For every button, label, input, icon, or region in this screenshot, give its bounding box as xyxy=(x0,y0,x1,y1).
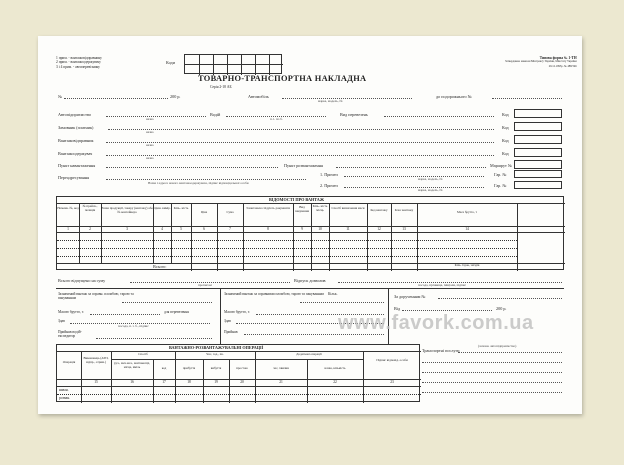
ops-num: 19 xyxy=(214,380,218,384)
readdress-line[interactable] xyxy=(106,179,306,180)
gar1-label: Гар. № xyxy=(494,172,507,177)
proxy-year-label: 200 р. xyxy=(496,306,507,311)
ops-col-executor: Виконавець (АТП, відпр., отрим.) xyxy=(83,356,109,364)
left-block-line: Зазначений вантаж за справн. пломбою, тарою та пакуванням xyxy=(58,292,134,301)
driver-label: Водій xyxy=(210,112,221,117)
col-price-list: № прейск., позиція xyxy=(82,204,98,212)
waybill-ref-label: до подорожнього № xyxy=(436,94,472,99)
consignee-label: Вантажоодержувач xyxy=(58,151,93,156)
ops-sub-minutes: час, хвилин xyxy=(273,366,289,370)
col-num: 6 xyxy=(203,227,205,231)
received-driver-line[interactable] xyxy=(96,338,212,339)
right-delivered-label: Здав xyxy=(224,319,231,323)
ops-col-method: Спосіб xyxy=(138,352,148,356)
col-quantity: Кіль- кість xyxy=(173,206,189,210)
col-num: 3 xyxy=(126,227,128,231)
proxy-line[interactable] xyxy=(438,298,562,299)
col-product-name: Назва продукції, товару (вантажу) або № контейнера xyxy=(101,206,153,214)
received-driver-label: Прийняв водій-експедитор xyxy=(58,330,82,339)
auto-line[interactable] xyxy=(282,98,412,99)
gar2-box[interactable] xyxy=(514,181,562,189)
auto-sub: марка, модель, № xyxy=(318,99,343,103)
cargo-table xyxy=(56,196,564,270)
permitted-label: Відпуск дозволив xyxy=(294,278,326,283)
permitted-sub: посада, прізвище, ініціали, підпис xyxy=(418,283,467,287)
dispatch-type-label: Вид перевезень xyxy=(340,112,368,117)
waybill-sheet xyxy=(38,36,582,414)
ops-sub-arrival: прибуття xyxy=(182,366,196,370)
ops-num: 22 xyxy=(333,380,337,384)
code-label-2: Код xyxy=(502,125,509,130)
form-ref-approved: Затверджено наказом Мінтрансу України, Мінстату України xyxy=(505,60,577,64)
readdress-sub: Назва і адреса нового вантажоодержувача, підпис відповідальної особи xyxy=(148,181,249,185)
code-label-4: Код xyxy=(502,151,509,156)
customer-label: Замовник (платник) xyxy=(58,125,94,130)
unloading-point-line[interactable] xyxy=(336,167,486,168)
copy-line-3: 3 і 4 прим. - автоперевізнику xyxy=(56,64,100,69)
ops-sub-idle: простою xyxy=(236,366,248,370)
col-num: 13 xyxy=(402,227,406,231)
total-label: Всього: xyxy=(153,264,167,269)
ops-sub-code: код xyxy=(161,366,167,370)
customer-line[interactable] xyxy=(108,129,494,130)
col-cargo-code: Код вантажу xyxy=(370,208,388,212)
date-label: 200 р. xyxy=(170,94,181,99)
codes-label: Коди xyxy=(166,60,175,65)
gar2-label: Гар. № xyxy=(494,183,507,188)
copies-block xyxy=(56,56,102,69)
transport-services-sub: (заповн. автопідприємство) xyxy=(478,344,517,348)
ops-num: 23 xyxy=(390,380,394,384)
shipper-label: Вантажовідправник xyxy=(58,138,94,143)
proxy-label: За дорученням № xyxy=(394,294,426,299)
right-block-text: Зазначений вантаж за справними пломбою, тарою та пакуванням xyxy=(224,292,324,296)
form-ref-date: 29.12.1995р. № 488/346 xyxy=(548,64,577,68)
consignee-line[interactable] xyxy=(106,155,494,156)
loading-point-label: Пункт навантаження xyxy=(58,163,96,168)
copy-line-1: 1 прим. - вантажовідправнику xyxy=(56,56,102,60)
site-watermark: www.favork.com.ua xyxy=(338,312,534,334)
ops-num: 17 xyxy=(162,380,166,384)
ops-num: 18 xyxy=(187,380,191,384)
services-line-3[interactable] xyxy=(422,372,562,373)
col-num: 14 xyxy=(465,227,469,231)
services-line-5[interactable] xyxy=(422,392,562,393)
col-sum: Сума xyxy=(226,210,234,214)
auto-label: Автомобіль xyxy=(248,94,269,99)
carrier-line[interactable] xyxy=(106,116,206,117)
driver-sub: п. і. по б. xyxy=(270,117,283,121)
services-line-4[interactable] xyxy=(422,382,562,383)
document-series: Серія 2-18 АБ xyxy=(210,85,232,89)
col-num: 11 xyxy=(346,227,350,231)
ops-num: 21 xyxy=(279,380,283,384)
code-label-3: Код xyxy=(502,138,509,143)
left-block-text xyxy=(58,292,142,301)
shipper-sub: назва xyxy=(146,143,154,147)
right-block-line[interactable] xyxy=(300,302,384,303)
col-num: 12 xyxy=(377,227,381,231)
gar1-box[interactable] xyxy=(514,170,562,178)
ops-num: 20 xyxy=(240,380,244,384)
col-num: 7 xyxy=(229,227,231,231)
services-line-2[interactable] xyxy=(422,362,562,363)
total-sum-label: Всього відпущено на суму xyxy=(58,278,106,283)
transport-services-label: Транспортні послуги xyxy=(422,348,460,353)
col-nomenclature: Номенк. №, код xyxy=(57,206,79,210)
readdress-label: Переадресування xyxy=(58,175,90,180)
col-num: 10 xyxy=(318,227,322,231)
col-num: 1 xyxy=(67,227,69,231)
col-unit: Один. вимір. xyxy=(153,206,171,210)
route-label: Маршрут № xyxy=(490,163,512,168)
number-prefix: № xyxy=(58,94,62,99)
trailer2-label: 2. Причеп xyxy=(320,183,338,188)
code-label-1: Код xyxy=(502,112,509,117)
col-mass-method: Спосіб визначення маси xyxy=(331,206,365,210)
trailer1-line[interactable] xyxy=(344,176,484,177)
customer-sub: назва xyxy=(146,130,154,134)
code-box-1[interactable] xyxy=(514,109,562,118)
mass-brutto-label: Масою брутто, т. xyxy=(58,310,85,314)
col-price: Ціна xyxy=(200,210,208,214)
col-num: 8 xyxy=(267,227,269,231)
carrier-label: Автопідприємство xyxy=(58,112,92,117)
ops-num: 16 xyxy=(130,380,134,384)
ops-sub-name-qty: назва, кількість xyxy=(324,366,346,370)
ops-table-title: ВАНТАЖНО-РОЗВАНТАЖУВАЛЬНІ ОПЕРАЦІЇ xyxy=(169,345,264,350)
col-documents: З вантажем слідують документи xyxy=(246,206,290,210)
col-places: Кіль- кість місць xyxy=(312,204,328,212)
col-packing: Вид пакування xyxy=(295,205,309,213)
carrier-sub: назва xyxy=(146,117,154,121)
ops-col-operation: Операція xyxy=(62,360,76,364)
consignee-sub: назва xyxy=(146,156,154,160)
left-block-line-field[interactable] xyxy=(122,302,212,303)
ops-sub-departure: вибуття xyxy=(210,366,222,370)
trailer2-line[interactable] xyxy=(344,187,484,188)
copy-line-2: 2 прим. - вантажоодержувачу xyxy=(56,60,101,65)
codes-grid xyxy=(184,54,282,74)
to-ship-label: для перевезення xyxy=(164,310,189,314)
trailer2-sub: марка, модель, № xyxy=(418,188,443,192)
ops-col-extra: Додаткові операції xyxy=(296,352,322,356)
dispatch-type-line[interactable] xyxy=(384,116,494,117)
ops-row-unloading: розван. xyxy=(59,396,71,400)
form-reference xyxy=(505,56,577,69)
waybill-ref-line[interactable] xyxy=(492,98,562,99)
col-cargo-class: Клас вантажу xyxy=(394,208,414,212)
col-num: 4 xyxy=(161,227,163,231)
ops-row-loading: наван. xyxy=(59,388,69,392)
code-box-3[interactable] xyxy=(514,135,562,144)
ops-sub-method: руч., мех.нал., вантажопід. місце, вміль xyxy=(113,361,151,369)
ops-col-time: Час, год., хв. xyxy=(206,352,224,356)
proxy-from-label: Від xyxy=(394,306,401,311)
transport-services-line[interactable] xyxy=(458,352,562,353)
delivered-label: Здав xyxy=(58,319,65,323)
proxy-from-line[interactable] xyxy=(402,310,492,311)
right-received-label: Прийняв xyxy=(224,330,238,334)
code-box-4[interactable] xyxy=(514,148,562,157)
count-label: Кільк. xyxy=(328,292,338,296)
trailer1-label: 1. Причеп xyxy=(320,172,338,177)
trailer1-sub: марка, модель, № xyxy=(418,177,443,181)
route-box[interactable] xyxy=(514,160,562,169)
code-box-2[interactable] xyxy=(514,122,562,131)
ops-col-signature: Підпис відповід. особи xyxy=(376,358,408,362)
total-sum-sub: прописом xyxy=(198,283,212,287)
loading-point-line[interactable] xyxy=(106,167,278,168)
col-num: 5 xyxy=(180,227,182,231)
date-line[interactable] xyxy=(64,98,168,99)
form-ref-title: Типова форма № 1-ТН xyxy=(539,56,577,60)
trips-label: Кіль. їздок, заїздів xyxy=(454,263,480,267)
unloading-point-label: Пункт розвантаження xyxy=(284,163,323,168)
delivered-sub: посада, п. і. б., підпис xyxy=(118,324,149,328)
document-title: ТОВАРНО-ТРАНСПОРТНА НАКЛАДНА xyxy=(198,74,367,83)
col-num: 9 xyxy=(301,227,303,231)
col-num: 2 xyxy=(89,227,91,231)
cargo-table-title: ВІДОМОСТІ ПРО ВАНТАЖ xyxy=(269,197,324,202)
ops-num: 15 xyxy=(94,380,98,384)
mass-brutto-line[interactable] xyxy=(90,314,160,315)
ops-table xyxy=(56,344,420,402)
col-gross-mass: Маса брутто, т xyxy=(456,210,477,214)
right-mass-label: Масою брутто, т. xyxy=(224,310,251,314)
shipper-line[interactable] xyxy=(106,142,494,143)
